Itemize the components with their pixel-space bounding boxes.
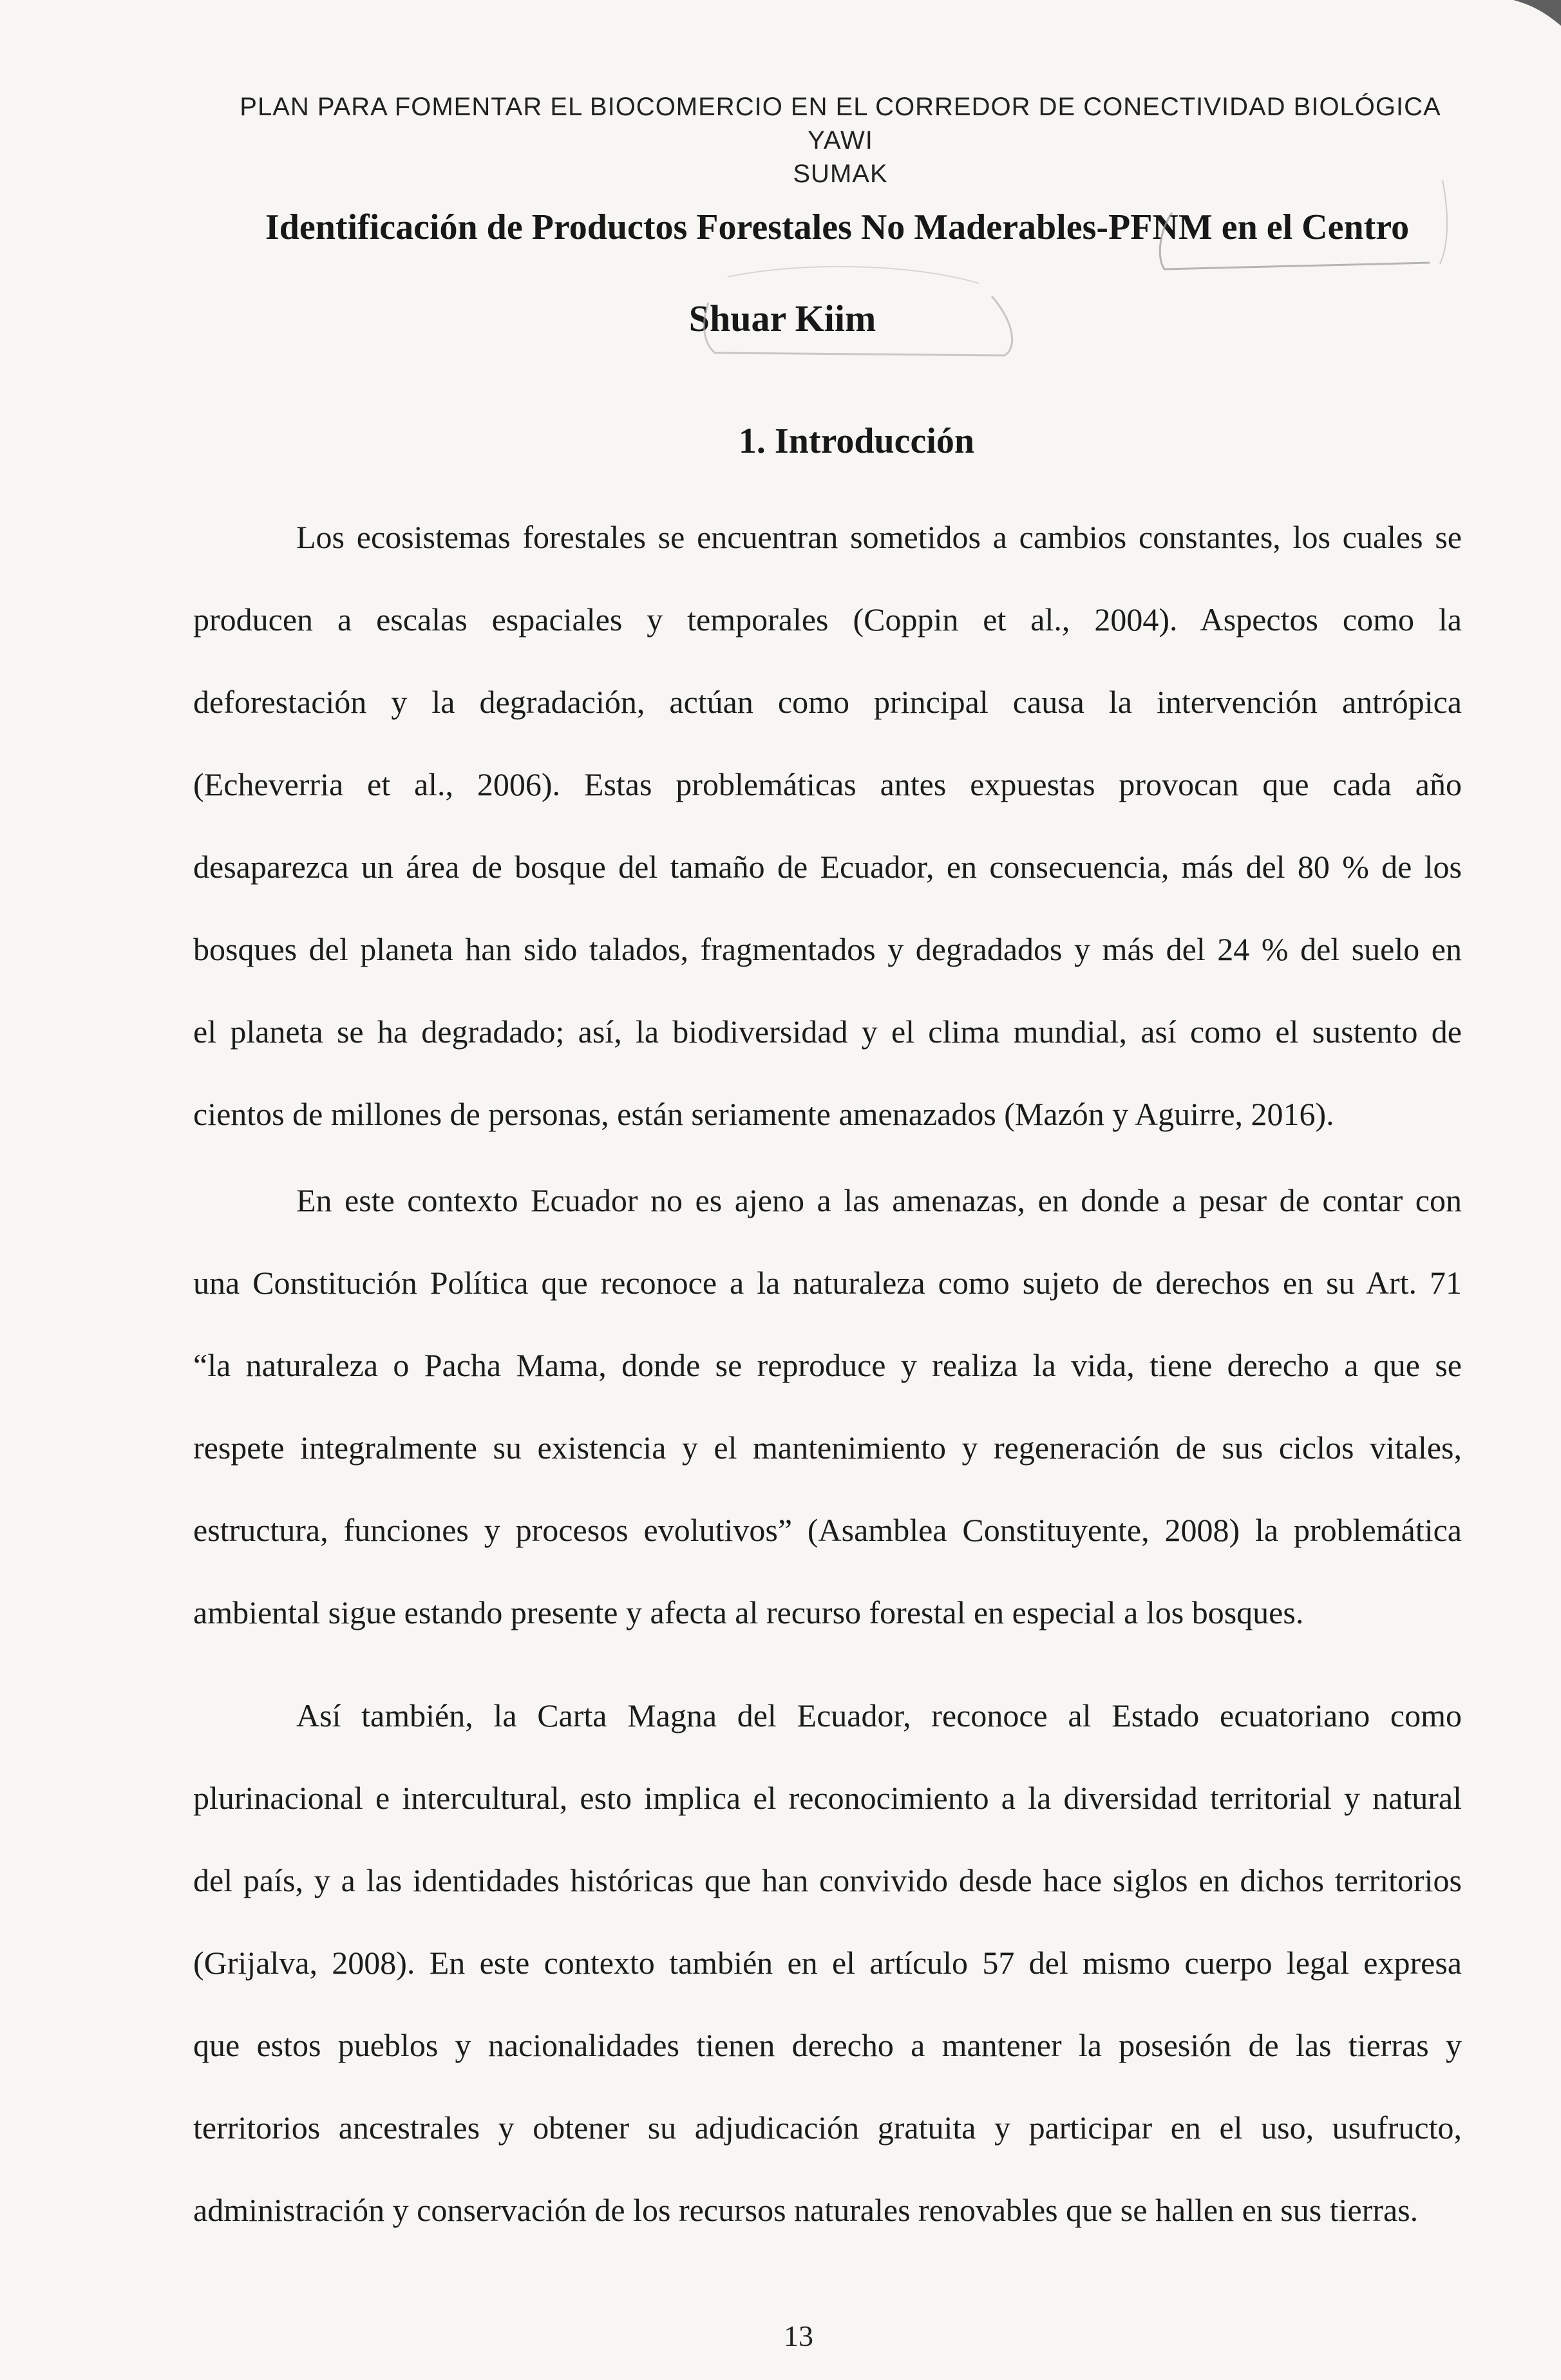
paragraph-line: ambiental sigue estando presente y afecta al recurso forestal en especial a los bosques. — [193, 1594, 1304, 1630]
paragraph-line: administración y conservación de los recursos naturales renovables que se hallen en sus tierras. — [193, 2192, 1419, 2228]
paragraph-context — [193, 1159, 1462, 1654]
document-subtitle: Shuar Kiim — [688, 298, 876, 339]
running-header — [213, 90, 1468, 191]
paragraph-line: respete integralmente su existencia y el mantenimiento y regeneración de sus ciclos vitales, — [193, 1430, 1462, 1466]
paragraph-line: desaparezca un área de bosque del tamaño de Ecuador, en consecuencia, más del 80 % de los — [193, 849, 1462, 885]
paragraph-line: plurinacional e intercultural, esto implica el reconocimiento a la diversidad territorial y natural — [193, 1780, 1462, 1816]
paragraph-line: (Grijalva, 2008). En este contexto también en el artículo 57 del mismo cuerpo legal expresa — [193, 1945, 1462, 1981]
page-number: 13 — [784, 2319, 813, 2352]
paragraph-introduction — [193, 496, 1462, 1155]
paragraph-line: una Constitución Política que reconoce a la naturaleza como sujeto de derechos en su Art. 71 — [193, 1265, 1462, 1301]
section-number: 1. — [738, 421, 766, 461]
paragraph-line: deforestación y la degradación, actúan como principal causa la intervención antrópica — [193, 684, 1462, 720]
running-header-line-2: SUMAK — [793, 160, 888, 188]
section-title: Introducción — [774, 421, 975, 461]
paragraph-line: bosques del planeta han sido talados, fragmentados y degradados y más del 24 % del suelo en — [193, 931, 1462, 967]
document-title: Identificación de Productos Forestales No Maderables-PFNM en el Centro — [265, 207, 1410, 247]
paragraph-line: cientos de millones de personas, están seriamente amenazados (Mazón y Aguirre, 2016). — [193, 1096, 1334, 1132]
paragraph-line: Así también, la Carta Magna del Ecuador, reconoce al Estado ecuatoriano como — [296, 1697, 1462, 1733]
paragraph-line: estructura, funciones y procesos evolutivos” (Asamblea Constituyente, 2008) la problemática — [193, 1512, 1462, 1548]
running-header-line-1: PLAN PARA FOMENTAR EL BIOCOMERCIO EN EL CORREDOR DE CONECTIVIDAD BIOLÓGICA YAWI — [240, 93, 1441, 155]
paragraph-line: (Echeverria et al., 2006). Estas problemáticas antes expuestas provocan que cada año — [193, 766, 1462, 802]
paragraph-line: que estos pueblos y nacionalidades tienen derecho a mantener la posesión de las tierras y — [193, 2027, 1462, 2063]
paragraph-line: En este contexto Ecuador no es ajeno a las amenazas, en donde a pesar de contar con — [296, 1182, 1462, 1218]
corner-shadow — [1513, 0, 1561, 26]
paragraph-line: Los ecosistemas forestales se encuentran sometidos a cambios constantes, los cuales se — [296, 519, 1462, 555]
section-heading — [193, 419, 1520, 464]
paragraph-carta-magna — [193, 1674, 1462, 2251]
paragraph-line: del país, y a las identidades históricas que han convivido desde hace siglos en dichos territorios — [193, 1862, 1462, 1898]
paragraph-line: producen a escalas espaciales y temporales (Coppin et al., 2004). Aspectos como la — [193, 601, 1462, 638]
paragraph-line: territorios ancestrales y obtener su adjudicación gratuita y participar en el uso, usufructo, — [193, 2110, 1462, 2146]
paragraph-line: el planeta se ha degradado; así, la biodiversidad y el clima mundial, así como el sustento de — [193, 1014, 1462, 1050]
pencil-arc-subtitle — [728, 267, 979, 283]
paragraph-line: “la naturaleza o Pacha Mama, donde se reproduce y realiza la vida, tiene derecho a que se — [193, 1347, 1462, 1383]
